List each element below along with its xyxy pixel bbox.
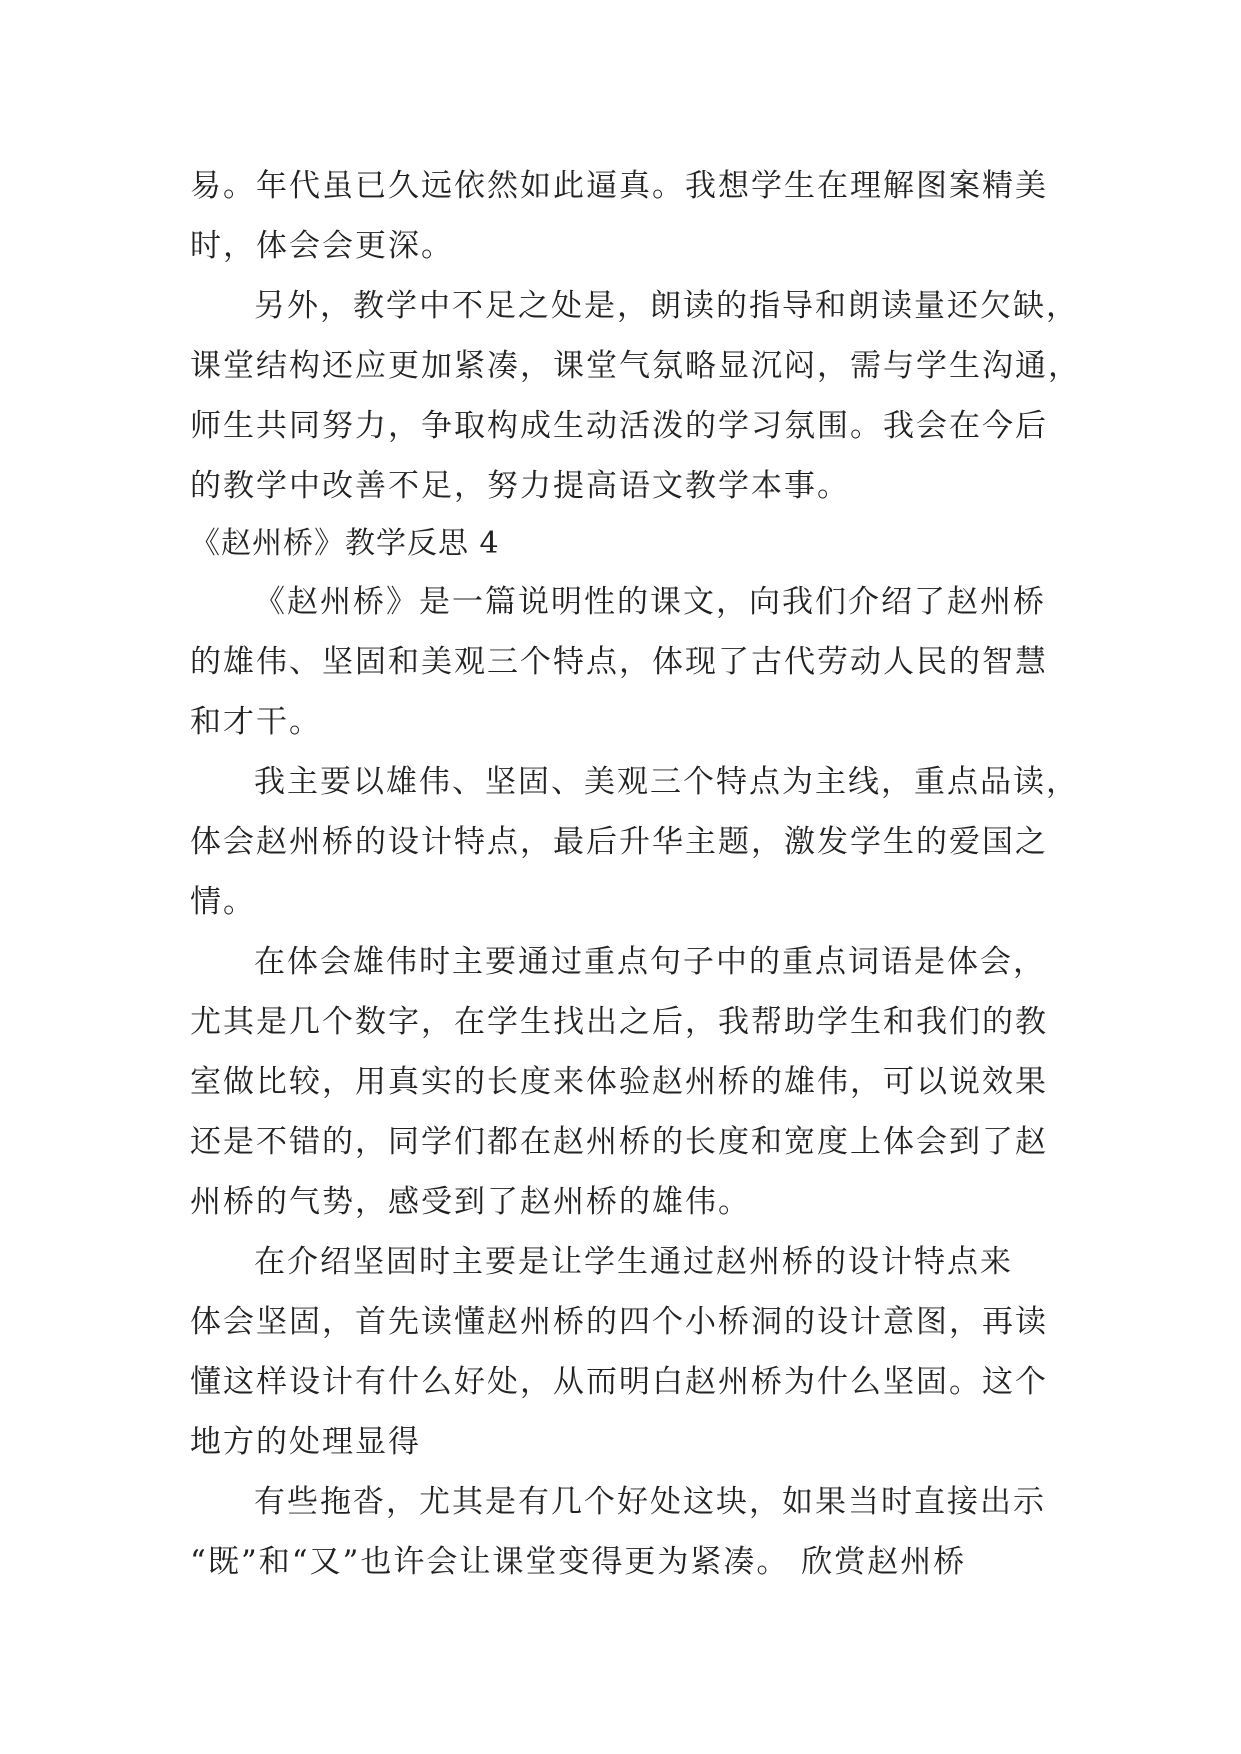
text-line: 还是不错的，同学们都在赵州桥的长度和宽度上体会到了赵 (190, 1124, 1048, 1160)
text-line: 时，体会会更深。 (190, 228, 454, 264)
text-line: 体会赵州桥的设计特点，最后升华主题，激发学生的爱国之 (190, 824, 1048, 860)
paragraph (190, 1232, 1056, 1472)
text-line: 情。 (190, 884, 256, 920)
paragraph (190, 752, 1079, 932)
text-line: 的雄伟、坚固和美观三个特点，体现了古代劳动人民的智慧 (190, 644, 1048, 680)
text-line: 有些拖沓，尤其是有几个好处这块，如果当时直接出示 (254, 1484, 1046, 1520)
text-line: 师生共同努力，争取构成生动活泼的学习氛围。我会在今后 (190, 408, 1048, 444)
text-line: 另外，教学中不足之处是，朗读的指导和朗读量还欠缺， (254, 288, 1079, 324)
paragraph (190, 1472, 1056, 1592)
document-page (190, 156, 1081, 1592)
text-line: 在体会雄伟时主要通过重点句子中的重点词语是体会， (254, 944, 1046, 980)
text-line: 室做比较，用真实的长度来体验赵州桥的雄伟，可以说效果 (190, 1064, 1048, 1100)
paragraph (190, 276, 1081, 516)
text-line: “既”和“又”也许会让课堂变得更为紧凑。 欣赏赵州桥 (190, 1544, 967, 1580)
paragraph (190, 932, 1056, 1232)
text-line: 地方的处理显得 (190, 1424, 421, 1460)
paragraph (190, 572, 1056, 752)
text-line: 懂这样设计有什么好处，从而明白赵州桥为什么坚固。这个 (190, 1364, 1048, 1400)
text-line: 和才干。 (190, 704, 322, 740)
text-line: 课堂结构还应更加紧凑，课堂气氛略显沉闷，需与学生沟通， (190, 348, 1081, 384)
text-line: 尤其是几个数字，在学生找出之后，我帮助学生和我们的教 (190, 1004, 1048, 1040)
text-line: 在介绍坚固时主要是让学生通过赵州桥的设计特点来 (254, 1244, 1013, 1280)
text-line: 州桥的气势，感受到了赵州桥的雄伟。 (190, 1184, 751, 1220)
text-line: 体会坚固，首先读懂赵州桥的四个小桥洞的设计意图，再读 (190, 1304, 1048, 1340)
paragraph (190, 156, 1056, 276)
text-line: 易。年代虽已久远依然如此逼真。我想学生在理解图案精美 (190, 168, 1048, 204)
text-line: 我主要以雄伟、坚固、美观三个特点为主线，重点品读， (254, 764, 1079, 800)
text-line: 的教学中改善不足，努力提高语文教学本事。 (190, 468, 850, 504)
section-heading: 《赵州桥》教学反思 4 (190, 526, 500, 561)
text-line: 《赵州桥》是一篇说明性的课文，向我们介绍了赵州桥 (254, 584, 1046, 620)
